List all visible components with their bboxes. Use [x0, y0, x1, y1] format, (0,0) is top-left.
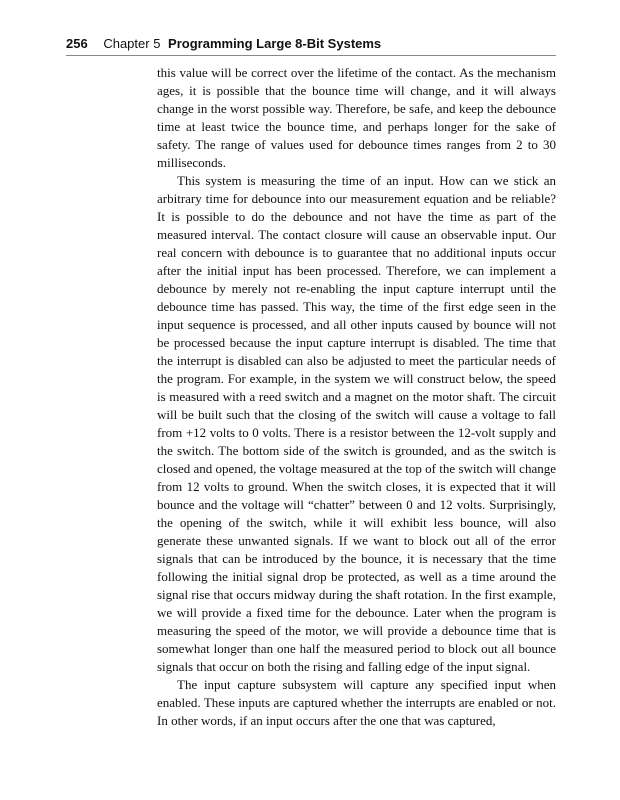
- paragraph: The input capture subsystem will capture any specified input when enabled. These inputs are captured whether the interrupts are enabled or not. In other words, if an input occurs after the one that was captured,: [157, 677, 556, 728]
- header-rule: [66, 55, 556, 56]
- body-text: [157, 64, 556, 730]
- running-header: [66, 34, 556, 54]
- chapter-title: Programming Large 8-Bit Systems: [168, 36, 382, 51]
- paragraph: This system is measuring the time of an input. How can we stick an arbitrary time for debounce into our measurement equation and be reliable? It is possible to do the debounce and not have the time as part of the measured interval. The contact closure will cause an observable input. Our real concern with debounce is to guarantee that no additional inputs occur after the initial input has been processed. Therefore, we can implement a debounce by merely not re-enabling the input capture interrupt until the debounce time has passed. This way, the time of the first edge seen in the input sequence is processed, and all other inputs caused by bounce will not be processed because the input capture interrupt is disabled. The time that the interrupt is disabled can also be adjusted to meet the particular needs of the program. For example, in the system we will construct below, the speed is measured with a reed switch and a magnet on the motor shaft. The circuit will be built such that the closing of the switch will cause a voltage to fall from +12 volts to 0 volts. There is a resistor between the 12-volt supply and the switch. The bottom side of the switch is grounded, and as the switch is closed and opened, the voltage measured at the top of the switch will change from 12 volts to ground. When the switch closes, it is expected that it will bounce and the voltage will “chatter” between 0 and 12 volts. Surprisingly, the opening of the switch, while it will exhibit less bounce, will also generate these unwanted signals. If we want to block out all of the error signals that can be introduced by the bounce, it is necessary that the time following the initial signal drop be protected, as well as a time around the signal rise that occurs midway during the shaft rotation. In the first example, we will provide a fixed time for the debounce. Later when the program is measuring the speed of the motor, we will provide a debounce time that is somewhat longer than one half the measured period to block out all bounce signals that occur on both the rising and falling edge of the input signal.: [157, 173, 556, 674]
- page-number: 256: [66, 36, 88, 51]
- paragraph: this value will be correct over the lifetime of the contact. As the mechanism ages, it is possible that the bounce time will change, and it will always change in the worst possible way. Therefore, be safe, and keep the debounce time at least twice the bounce time, and perhaps longer for the sake of safety. The range of values used for debounce times ranges from 2 to 30 milliseconds.: [157, 65, 556, 170]
- chapter-label: Chapter 5: [103, 36, 161, 51]
